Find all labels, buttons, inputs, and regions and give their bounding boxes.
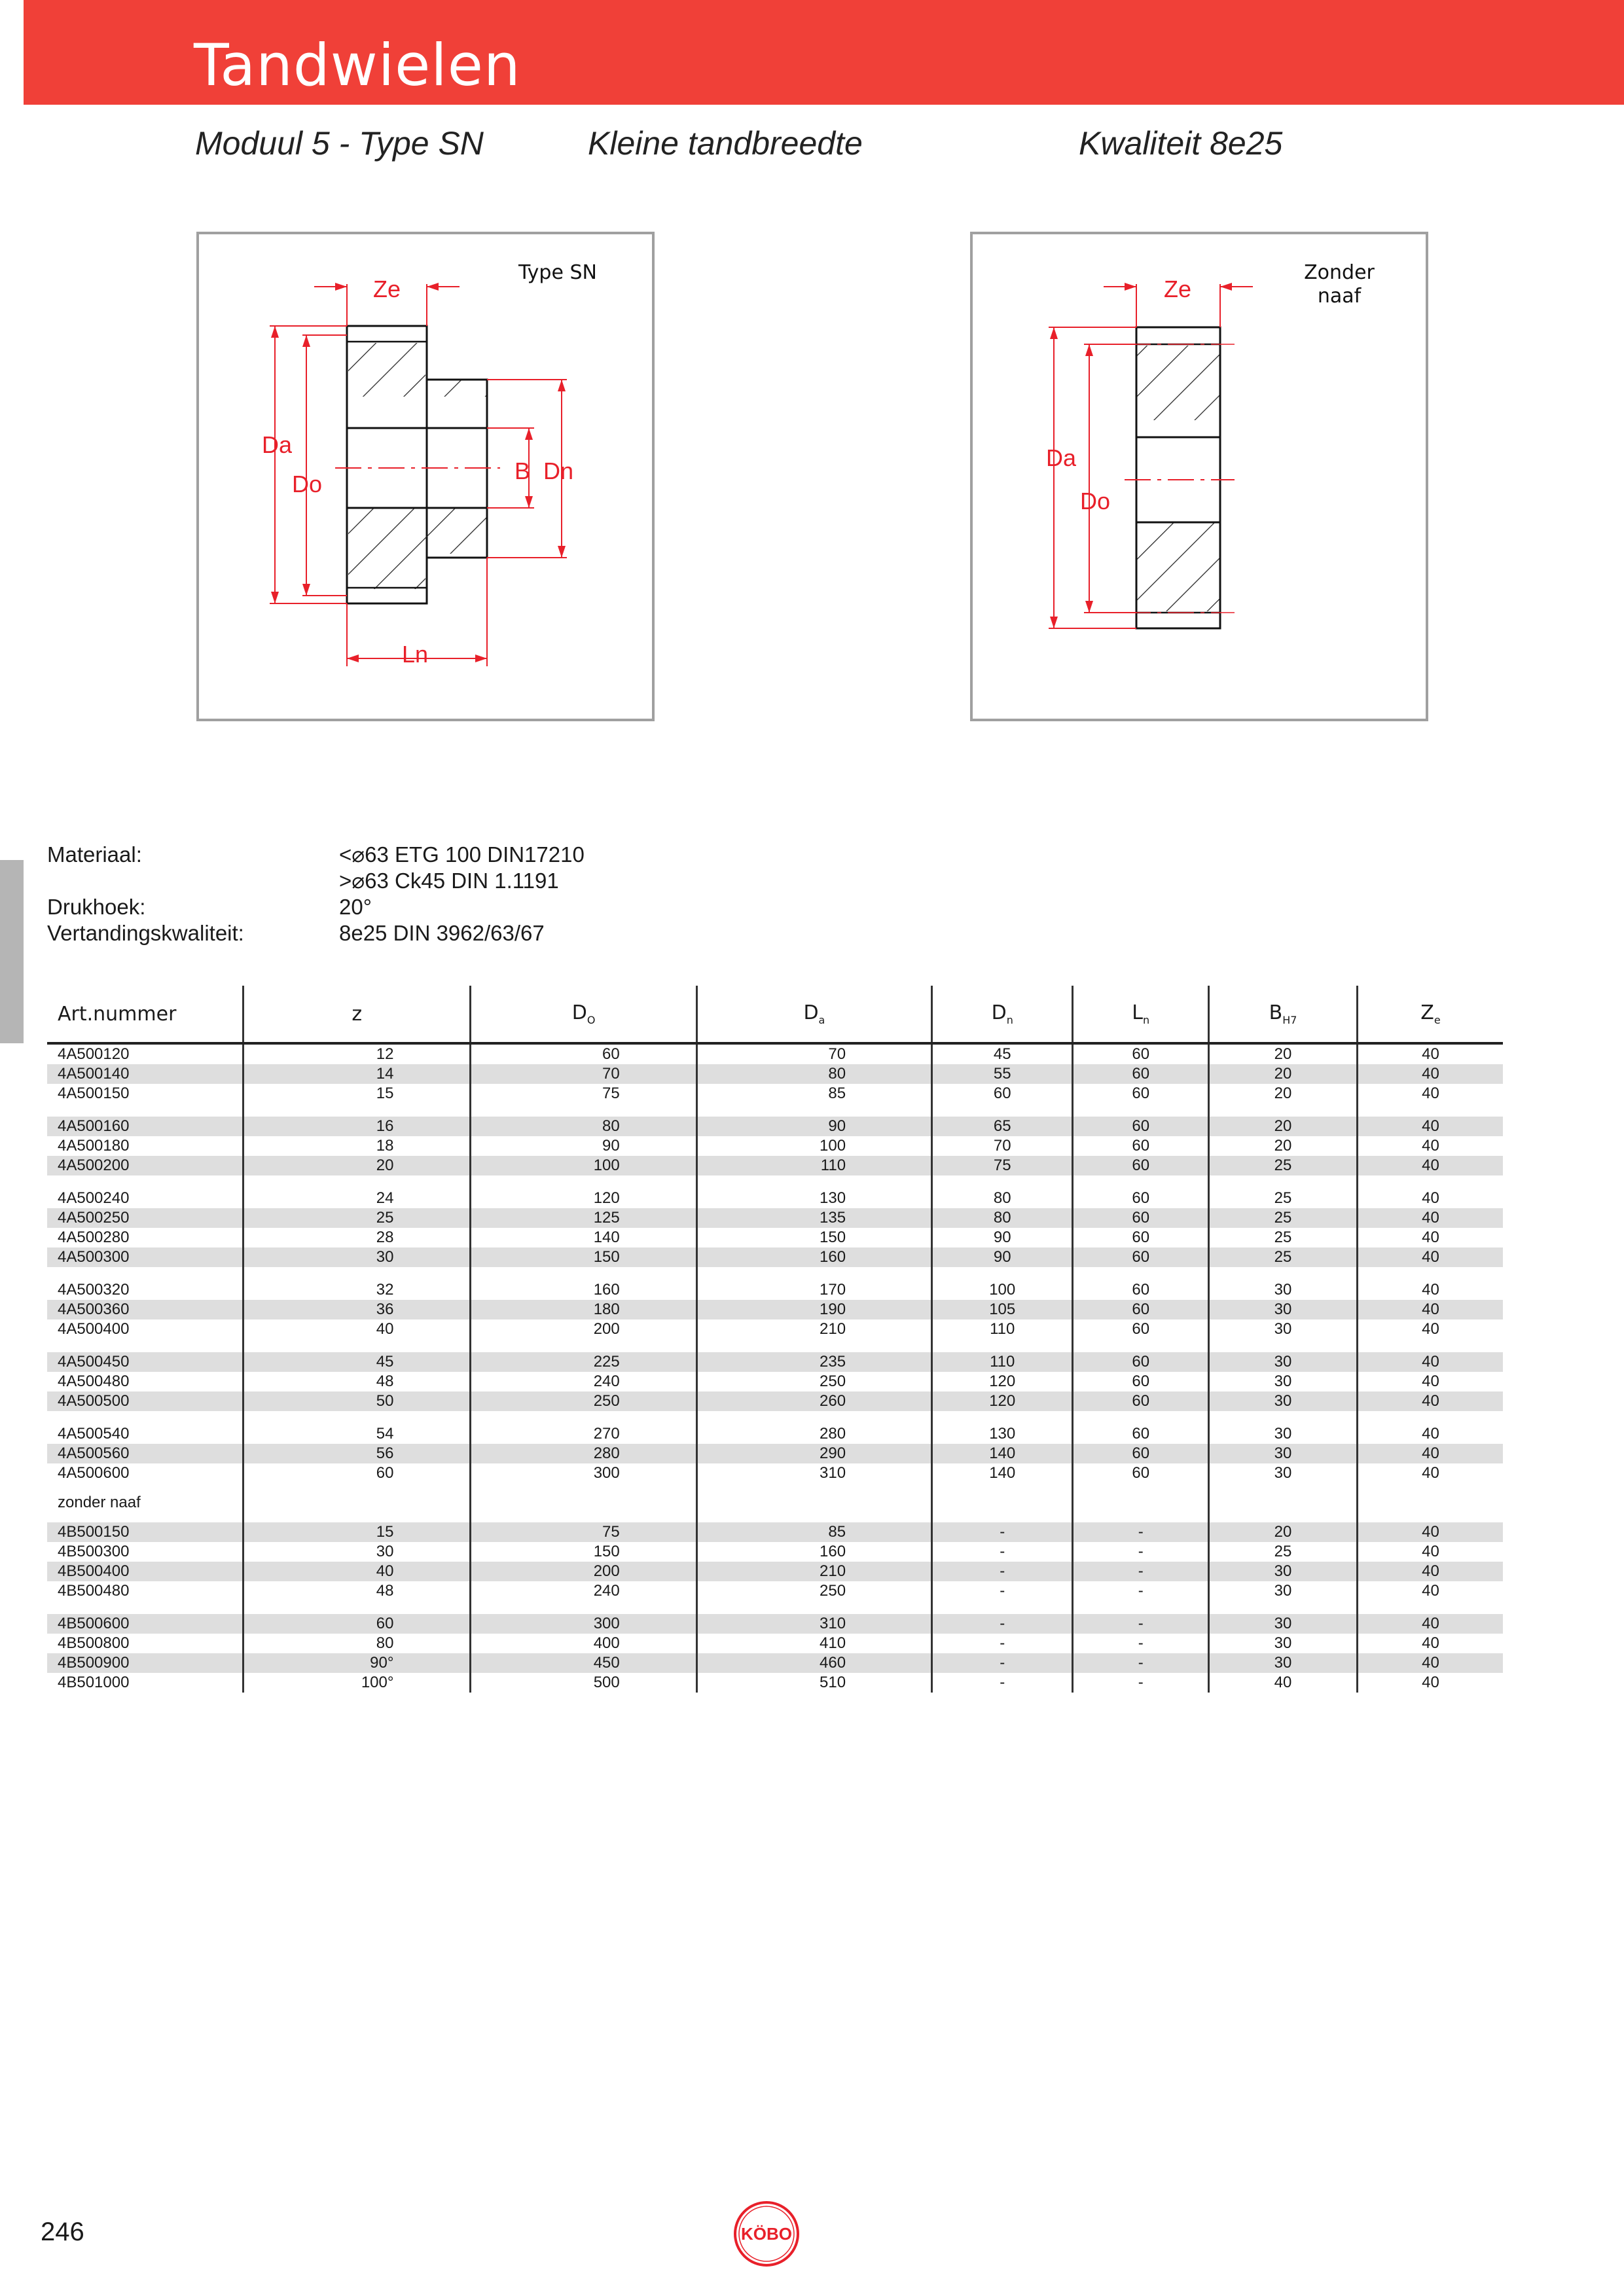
table-row [47,1444,1503,1463]
figure-caption-naaf: naaf [1317,285,1362,308]
table-cell: 20 [244,1156,471,1175]
table-cell: 140 [932,1444,1073,1463]
col-header-ln: $L_n$ [1073,986,1209,1043]
spec-pressure-label: Drukhoek: [47,895,146,919]
label-da-right: Da [1046,444,1077,471]
table-cell: 140 [932,1463,1073,1483]
table-cell: 250 [471,1391,696,1411]
table-cell: 60 [1073,1064,1209,1084]
table-cell: 30 [244,1542,471,1562]
logo-text: KÖBO [741,2224,792,2244]
table-row [47,1247,1503,1267]
table-cell: 40 [1357,1247,1503,1267]
figure-caption-type-sn: Type SN [518,261,597,284]
table-cell: 135 [696,1208,931,1228]
table-cell: 510 [696,1673,931,1693]
table-cell: 32 [244,1280,471,1300]
table-cell: 30 [1209,1300,1358,1319]
table-row [47,1043,1503,1064]
table-cell: 90 [932,1228,1073,1247]
table-cell: - [1073,1634,1209,1653]
table-cell: 56 [244,1444,471,1463]
table-cell: 40 [244,1319,471,1339]
table-cell: - [1073,1581,1209,1601]
table-cell: 40 [1357,1189,1503,1208]
table-cell: 75 [471,1522,696,1542]
table-spacer [47,1601,1503,1614]
table-cell: 450 [471,1653,696,1673]
table-cell: 85 [696,1522,931,1542]
table-cell: - [932,1542,1073,1562]
page-number: 246 [41,2217,84,2246]
table-cell: 110 [932,1352,1073,1372]
table-cell: 310 [696,1614,931,1634]
table-cell: 30 [1209,1581,1358,1601]
table-cell: 190 [696,1300,931,1319]
table-cell: 18 [244,1136,471,1156]
table-cell: 30 [1209,1372,1358,1391]
kobo-logo [732,2199,801,2269]
subtitle-module: Moduul 5 - Type SN [195,125,484,162]
table-cell: 60 [471,1043,696,1064]
label-da: Da [262,431,293,458]
table-cell: 90 [471,1136,696,1156]
table-cell: 4A500600 [58,1464,130,1482]
table-cell: 270 [471,1424,696,1444]
table-cell: 4A500300 [47,1247,244,1267]
table-cell: 48 [244,1581,471,1601]
table-cell: 130 [932,1424,1073,1444]
table-cell: 4A500400 [58,1320,130,1338]
table-row [47,1319,1503,1339]
table-cell: - [1073,1614,1209,1634]
table-cell: 40 [1357,1064,1503,1084]
table-cell: 30 [1209,1280,1358,1300]
table-cell: 4A500240 [58,1189,130,1207]
parts-table [47,986,1503,1693]
table-spacer [47,1339,1503,1352]
table-cell: 280 [471,1444,696,1463]
table-cell: 30 [1209,1352,1358,1372]
table-cell: - [932,1673,1073,1693]
table-cell: 40 [1357,1424,1503,1444]
table-cell: 4A500200 [47,1156,244,1175]
table-row [47,1562,1503,1581]
table-cell: 40 [1357,1136,1503,1156]
table-cell: 4A500560 [47,1444,244,1463]
table-cell: - [1073,1562,1209,1581]
table-cell: 500 [471,1673,696,1693]
page-title: Tandwielen [194,31,521,99]
table-cell: 40 [1357,1156,1503,1175]
table-cell: 15 [244,1522,471,1542]
table-cell: 40 [1357,1043,1503,1064]
table-cell: 65 [932,1117,1073,1136]
table-cell: 160 [696,1542,931,1562]
table-cell: 25 [1209,1228,1358,1247]
label-b: B [514,457,531,484]
table-cell: 40 [1357,1522,1503,1542]
table-cell: 24 [244,1189,471,1208]
table-cell: 30 [1209,1653,1358,1673]
table-cell: - [932,1581,1073,1601]
spec-material-label: Materiaal: [47,842,142,867]
table-cell: 85 [696,1084,931,1103]
table-cell: 90 [932,1247,1073,1267]
table-cell: 40 [1357,1352,1503,1372]
table-cell: 400 [471,1634,696,1653]
table-cell: 60 [1073,1391,1209,1411]
table-cell: 100 [932,1280,1073,1300]
table-cell: 30 [244,1247,471,1267]
table-cell: 125 [471,1208,696,1228]
table-cell: 40 [1357,1653,1503,1673]
gear-type-sn-drawing [199,234,657,724]
spec-pressure-value: 20° [339,895,372,919]
table-cell: 4A500480 [58,1372,130,1390]
table-cell: - [1073,1522,1209,1542]
table-spacer [47,1175,1503,1189]
table-cell: 40 [1357,1542,1503,1562]
table-row [47,1300,1503,1319]
table-cell: 40 [1209,1673,1358,1693]
table-row [47,1064,1503,1084]
table-cell: 280 [696,1424,931,1444]
table-cell: 235 [696,1352,931,1372]
table-cell: 90° [244,1653,471,1673]
table-cell: 250 [696,1581,931,1601]
table-cell: 150 [471,1247,696,1267]
table-cell: 40 [1357,1581,1503,1601]
table-cell: 80 [932,1189,1073,1208]
spec-quality-label: Vertandingskwaliteit: [47,921,244,945]
table-cell: 460 [696,1653,931,1673]
table-cell: 60 [1073,1247,1209,1267]
table-cell: 4A500120 [58,1045,130,1063]
table-cell: 80 [471,1117,696,1136]
table-cell: 60 [932,1084,1073,1103]
table-cell: 310 [696,1463,931,1483]
table-cell: 4B500480 [58,1582,130,1600]
table-row [47,1391,1503,1411]
table-cell: 30 [1209,1562,1358,1581]
table-cell: 4A500150 [58,1085,130,1102]
table-row [47,1189,1503,1208]
table-cell: 20 [1209,1136,1358,1156]
table-cell: 60 [1073,1463,1209,1483]
side-tab [0,860,24,1043]
table-cell: 4B500300 [58,1543,130,1560]
table-cell: 210 [696,1319,931,1339]
label-ln: Ln [402,641,429,668]
table-cell: 50 [244,1391,471,1411]
table-cell: 40 [1357,1463,1503,1483]
table-cell: 110 [932,1319,1073,1339]
table-cell: - [932,1614,1073,1634]
table-row [47,1372,1503,1391]
table-cell: 30 [1209,1391,1358,1411]
table-cell: 20 [1209,1064,1358,1084]
table-cell: - [1073,1673,1209,1693]
table-cell: 60 [1073,1352,1209,1372]
table-cell: 40 [1357,1084,1503,1103]
parts-table-body [47,1043,1503,1693]
table-cell: 40 [1357,1562,1503,1581]
table-cell: 40 [1357,1300,1503,1319]
table-row [47,1352,1503,1372]
table-cell: 130 [696,1189,931,1208]
table-cell: 160 [471,1280,696,1300]
table-spacer [47,1267,1503,1280]
table-cell: 70 [932,1136,1073,1156]
table-cell: 60 [244,1614,471,1634]
table-row [47,1208,1503,1228]
label-do-right: Do [1080,488,1111,514]
table-cell: 150 [471,1542,696,1562]
table-cell: 40 [244,1562,471,1581]
table-cell: 60 [1073,1228,1209,1247]
label-ze: Ze [373,276,401,302]
table-cell: 120 [932,1372,1073,1391]
table-cell: 160 [696,1247,931,1267]
table-cell: 4A500360 [47,1300,244,1319]
subtitle-quality: Kwaliteit 8e25 [1079,125,1283,162]
table-cell: 110 [696,1156,931,1175]
table-row [47,1228,1503,1247]
table-cell: 20 [1209,1043,1358,1064]
col-header-ze: $Z_e$ [1357,986,1503,1043]
table-row [47,1280,1503,1300]
table-cell: 60 [1073,1156,1209,1175]
table-cell: 4A500500 [47,1391,244,1411]
table-cell: 20 [1209,1084,1358,1103]
table-cell: 100 [696,1136,931,1156]
table-cell: 15 [244,1084,471,1103]
col-header-z: z [244,986,471,1043]
table-cell: 45 [244,1352,471,1372]
table-row [47,1653,1503,1673]
table-cell: 260 [696,1391,931,1411]
label-dn: Dn [543,457,574,484]
table-cell: 25 [1209,1247,1358,1267]
table-cell: 20 [1209,1117,1358,1136]
table-row [47,1084,1503,1103]
table-cell: 4A500540 [58,1425,130,1443]
table-cell: 40 [1357,1634,1503,1653]
table-spacer [47,1103,1503,1117]
table-cell: 300 [471,1463,696,1483]
table-cell: 4A500160 [47,1117,244,1136]
table-cell: 75 [932,1156,1073,1175]
table-cell: 140 [471,1228,696,1247]
table-cell: 30 [1209,1319,1358,1339]
table-cell: 4A500450 [47,1352,244,1372]
table-cell: 60 [1073,1300,1209,1319]
table-cell: 60 [244,1463,471,1483]
table-cell: 75 [471,1084,696,1103]
table-cell: 225 [471,1352,696,1372]
spec-material-line1: <⌀63 ETG 100 DIN17210 [339,842,585,867]
table-cell: - [932,1653,1073,1673]
col-header-art: Art.nummer [47,986,244,1043]
figure-zonder-naaf [970,232,1428,721]
table-cell: 60 [1073,1189,1209,1208]
table-cell: 4B500900 [47,1653,244,1673]
table-cell: 4A500320 [58,1281,130,1299]
table-row [47,1581,1503,1601]
table-cell: 14 [244,1064,471,1084]
table-cell: 40 [1357,1117,1503,1136]
table-cell: 80 [932,1208,1073,1228]
table-row [47,1424,1503,1444]
col-header-da: $D_a$ [696,986,931,1043]
table-cell: 40 [1357,1208,1503,1228]
table-cell: 4A500280 [58,1229,130,1246]
table-cell: 4A500140 [47,1064,244,1084]
table-cell: 40 [1357,1444,1503,1463]
table-row [47,1673,1503,1693]
table-row [47,1614,1503,1634]
table-cell: 30 [1209,1463,1358,1483]
table-cell: - [1073,1542,1209,1562]
table-cell: 60 [1073,1372,1209,1391]
table-cell: 30 [1209,1444,1358,1463]
table-cell: 170 [696,1280,931,1300]
section-label: zonder naaf [58,1494,141,1511]
spec-quality-value: 8e25 DIN 3962/63/67 [339,921,545,945]
table-cell: 30 [1209,1614,1358,1634]
table-cell: 40 [1357,1372,1503,1391]
gear-zonder-naaf-drawing [973,234,1431,724]
table-cell: 60 [1073,1084,1209,1103]
table-cell: 300 [471,1614,696,1634]
table-cell: 290 [696,1444,931,1463]
subtitle-width: Kleine tandbreedte [588,125,863,162]
table-cell: 105 [932,1300,1073,1319]
table-cell: 40 [1357,1391,1503,1411]
table-cell: - [932,1634,1073,1653]
table-cell: 70 [696,1043,931,1064]
table-cell: 16 [244,1117,471,1136]
spec-material-line2: >⌀63 Ck45 DIN 1.1191 [339,869,559,893]
figure-caption-zonder: Zonder [1304,261,1375,284]
table-cell: 28 [244,1228,471,1247]
col-header-dn: $D_n$ [932,986,1073,1043]
table-cell: 240 [471,1372,696,1391]
table-cell: 240 [471,1581,696,1601]
table-cell: 4B500400 [47,1562,244,1581]
table-row [47,1542,1503,1562]
table-cell: 25 [1209,1189,1358,1208]
table-cell: 4B501000 [58,1674,130,1691]
table-cell: 100 [471,1156,696,1175]
table-row [47,1634,1503,1653]
table-spacer [47,1411,1503,1424]
col-header-do: $D_O$ [471,986,696,1043]
section-label-row [47,1483,1503,1522]
table-cell: 45 [932,1043,1073,1064]
table-cell: 90 [696,1117,931,1136]
table-cell: 60 [1073,1444,1209,1463]
table-cell: 40 [1357,1228,1503,1247]
table-cell: - [932,1522,1073,1542]
table-cell: 410 [696,1634,931,1653]
table-cell: 40 [1357,1319,1503,1339]
table-cell: 20 [1209,1522,1358,1542]
table-cell: 60 [1073,1208,1209,1228]
table-cell: 30 [1209,1424,1358,1444]
table-cell: 210 [696,1562,931,1581]
table-cell: 4B500800 [58,1634,130,1652]
table-cell: 40 [1357,1673,1503,1693]
label-ze-right: Ze [1164,276,1192,302]
table-cell: 25 [1209,1208,1358,1228]
table-row [47,1522,1503,1542]
table-cell: 36 [244,1300,471,1319]
col-header-b: $B_{H7}$ [1209,986,1358,1043]
table-cell: 200 [471,1562,696,1581]
label-do: Do [292,471,323,497]
table-row [47,1136,1503,1156]
table-row [47,1117,1503,1136]
table-cell: 55 [932,1064,1073,1084]
table-row [47,1463,1503,1483]
table-cell: 25 [1209,1156,1358,1175]
table-cell: 120 [932,1391,1073,1411]
table-cell: 80 [696,1064,931,1084]
table-cell: 4B500600 [47,1614,244,1634]
table-cell: 60 [1073,1043,1209,1064]
figure-type-sn [196,232,655,721]
table-cell: 100° [244,1673,471,1693]
table-cell: 60 [1073,1424,1209,1444]
table-cell: - [932,1562,1073,1581]
table-cell: 60 [1073,1319,1209,1339]
table-cell: 120 [471,1189,696,1208]
table-cell: 40 [1357,1614,1503,1634]
table-cell: 60 [1073,1136,1209,1156]
table-cell: 4A500180 [58,1137,130,1155]
table-cell: 25 [244,1208,471,1228]
table-cell: 150 [696,1228,931,1247]
table-cell: 4A500250 [47,1208,244,1228]
table-cell: 60 [1073,1117,1209,1136]
table-cell: 200 [471,1319,696,1339]
table-cell: 250 [696,1372,931,1391]
table-cell: 40 [1357,1280,1503,1300]
table-cell: 4B500150 [47,1522,244,1542]
table-cell: - [1073,1653,1209,1673]
table-header-row [47,986,1503,1043]
table-cell: 12 [244,1043,471,1064]
table-cell: 60 [1073,1280,1209,1300]
table-cell: 54 [244,1424,471,1444]
table-cell: 48 [244,1372,471,1391]
table-cell: 70 [471,1064,696,1084]
table-cell: 80 [244,1634,471,1653]
table-cell: 180 [471,1300,696,1319]
table-row [47,1156,1503,1175]
table-cell: 25 [1209,1542,1358,1562]
table-cell: 30 [1209,1634,1358,1653]
